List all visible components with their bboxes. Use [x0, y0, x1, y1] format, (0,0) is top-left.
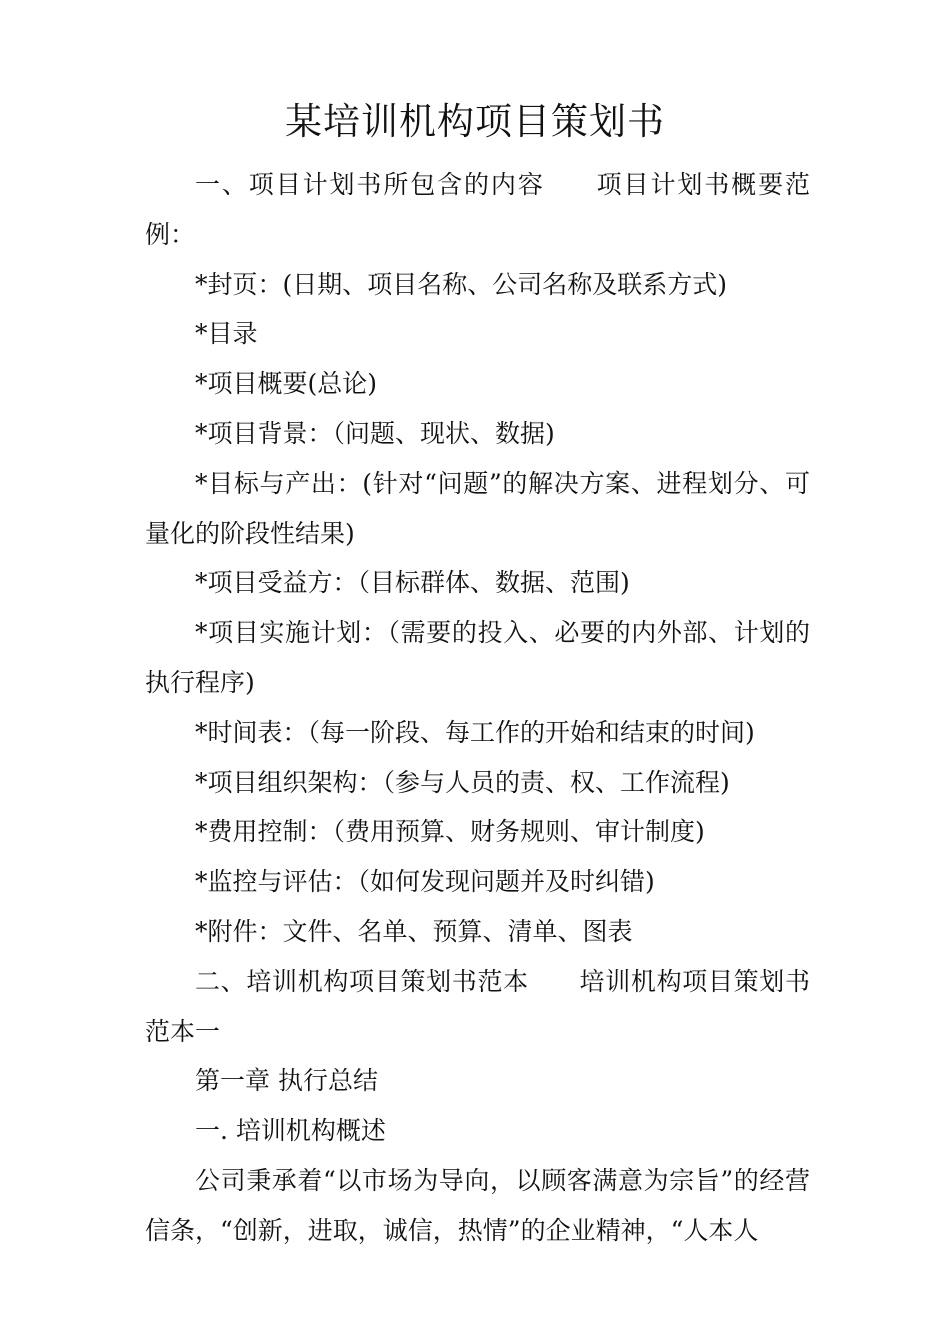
paragraph-chapter-one: 第一章 执行总结: [195, 1066, 378, 1096]
document-body: [145, 160, 810, 1256]
paragraph-implementation: *项目实施计划：（需要的投入、必要的内外部、计划的执行程序): [145, 618, 810, 697]
paragraph-cost-control: *费用控制：（费用预算、财务规则、审计制度): [195, 817, 705, 847]
section-two-subtitle: 培训机构项目策划书范本一: [145, 966, 810, 1046]
section-two-title: 二、培训机构项目策划书范本: [195, 966, 529, 996]
paragraph-cover: *封页：(日期、项目名称、公司名称及联系方式): [195, 269, 728, 299]
paragraph-attachments: *附件：文件、名单、预算、清单、图表: [195, 916, 633, 946]
paragraph-goals: *目标与产出：(针对“问题”的解决方案、进程划分、可量化的阶段性结果): [145, 468, 810, 548]
paragraph-background: *项目背景：（问题、现状、数据): [195, 418, 555, 448]
paragraph-section-two-heading: [145, 957, 810, 1057]
section-one-subtitle: 项目计划书概要范例：: [145, 170, 810, 249]
paragraph-monitoring: *监控与评估：（如何发现问题并及时纠错): [195, 867, 655, 897]
paragraph-company-intro: 公司秉承着“以市场为导向，以顾客满意为宗旨”的经营信条，“创新，进取，诚信，热情”的企业精神，“人本人: [145, 1165, 810, 1245]
paragraph-timeline: *时间表：（每一阶段、每工作的开始和结束的时间): [195, 717, 755, 747]
paragraph-section-one-heading: [145, 160, 810, 260]
paragraph-summary: *项目概要(总论): [195, 369, 378, 399]
paragraph-toc: *目录: [195, 319, 258, 349]
section-one-title: 一、项目计划书所包含的内容: [195, 170, 545, 199]
paragraph-overview-heading: 一. 培训机构概述: [195, 1116, 386, 1146]
paragraph-beneficiaries: *项目受益方：（目标群体、数据、范围): [195, 568, 630, 598]
document-title: 某培训机构项目策划书: [285, 100, 665, 143]
paragraph-organization: *项目组织架构：（参与人员的责、权、工作流程): [195, 767, 730, 797]
